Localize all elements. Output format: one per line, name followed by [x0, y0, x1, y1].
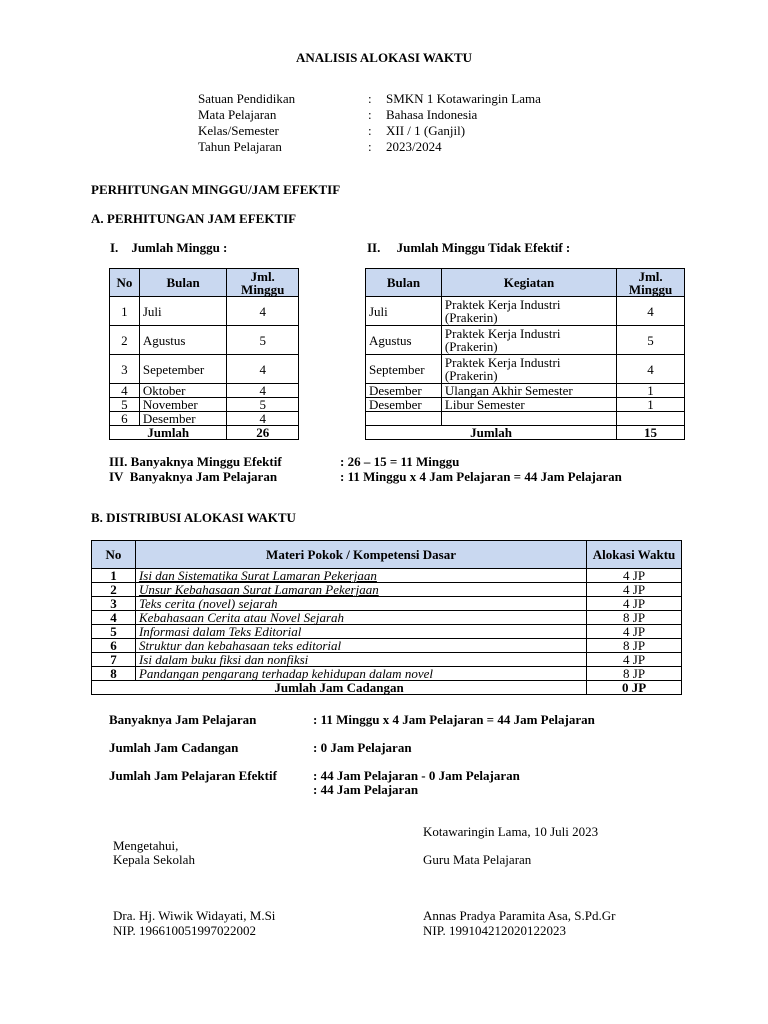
teacher-name: Annas Pradya Paramita Asa, S.Pd.Gr	[423, 908, 616, 923]
table-cell: 4	[227, 297, 299, 326]
table-cell: 4	[92, 611, 136, 625]
table-cell: September	[366, 355, 442, 384]
teacher-role: Guru Mata Pelajaran	[423, 852, 532, 867]
principal-nip: NIP. 196610051997022002	[113, 923, 257, 938]
summary-b-value-2: : 0 Jam Pelajaran	[313, 740, 412, 755]
table-cell: Informasi dalam Teks Editorial	[135, 625, 586, 639]
table-header-row	[110, 269, 299, 297]
table-cell: 1	[617, 384, 685, 398]
table-row	[110, 412, 299, 426]
identity-row	[198, 91, 541, 107]
section-heading-b: B. DISTRIBUSI ALOKASI WAKTU	[91, 510, 296, 525]
table-cell: 1	[92, 569, 136, 583]
table-row	[110, 384, 299, 398]
table-cell: Isi dalam buku fiksi dan nonfiksi	[135, 653, 586, 667]
table-row	[92, 625, 682, 639]
summary-b-value-1: : 11 Minggu x 4 Jam Pelajaran = 44 Jam Pelajaran	[313, 712, 595, 727]
table-cell: 8	[92, 667, 136, 681]
table-cell: :	[368, 123, 372, 138]
summary-b-label-1: Banyaknya Jam Pelajaran	[109, 712, 257, 727]
table-cell: 5	[617, 326, 685, 355]
subheading-jumlah-minggu: I. Jumlah Minggu :	[110, 240, 228, 255]
table-cell: November	[139, 398, 227, 412]
table-cell: Jumlah	[366, 426, 617, 440]
column-header: No	[110, 269, 140, 297]
table-cell: Unsur Kebahasaan Surat Lamaran Pekerjaan	[135, 583, 586, 597]
table-cell: Pandangan pengarang terhadap kehidupan dalam novel	[135, 667, 586, 681]
table-cell: 2023/2024	[386, 139, 442, 154]
table-row	[92, 667, 682, 681]
table-row	[110, 297, 299, 326]
column-header: Bulan	[139, 269, 227, 297]
table-cell: XII / 1 (Ganjil)	[386, 123, 466, 138]
table-cell: 2	[110, 326, 140, 355]
table-row	[92, 583, 682, 597]
table-row	[366, 326, 685, 355]
table-cell: 26	[227, 426, 299, 440]
table-cell: 4	[227, 355, 299, 384]
table-cell: Praktek Kerja Industri (Prakerin)	[441, 355, 616, 384]
subheading-minggu-tidak-efektif: II. Jumlah Minggu Tidak Efektif :	[367, 240, 571, 255]
table-cell: 4	[227, 412, 299, 426]
summary-b-value-3b: : 44 Jam Pelajaran	[313, 782, 419, 797]
table-cell: 6	[110, 412, 140, 426]
table-cell: Desember	[366, 398, 442, 412]
table-cell: 1	[617, 398, 685, 412]
column-header: Kegiatan	[441, 269, 616, 297]
table-cell: Tahun Pelajaran	[198, 139, 282, 154]
table-cell: 1	[110, 297, 140, 326]
table-cell: 15	[617, 426, 685, 440]
summary-b-label-3: Jumlah Jam Pelajaran Efektif	[109, 768, 277, 783]
column-header: Bulan	[366, 269, 442, 297]
table-cell: 5	[110, 398, 140, 412]
table-cell: 4 JP	[587, 653, 682, 667]
table-row	[366, 384, 685, 398]
summary-b-value-3: : 44 Jam Pelajaran - 0 Jam Pelajaran	[313, 768, 520, 783]
table-cell: Praktek Kerja Industri (Prakerin)	[441, 326, 616, 355]
table-cell: 0 JP	[587, 681, 682, 695]
identity-row	[198, 123, 541, 139]
identity-row	[198, 107, 541, 123]
table-cell: Jumlah	[110, 426, 227, 440]
page-title: ANALISIS ALOKASI WAKTU	[295, 50, 473, 65]
column-header: Jml. Minggu	[617, 269, 685, 297]
principal-role: Kepala Sekolah	[113, 852, 195, 867]
table-cell: Isi dan Sistematika Surat Lamaran Pekerjaan	[135, 569, 586, 583]
section-heading-main: PERHITUNGAN MINGGU/JAM EFEKTIF	[91, 182, 341, 197]
section-heading-a: A. PERHITUNGAN JAM EFEKTIF	[91, 211, 297, 226]
table-row	[110, 326, 299, 355]
table-cell: Sepetember	[139, 355, 227, 384]
table-cell: 4	[110, 384, 140, 398]
summary-jam-pelajaran-value: : 11 Minggu x 4 Jam Pelajaran = 44 Jam Pelajaran	[340, 469, 622, 484]
table-row	[366, 297, 685, 326]
column-header: Jml. Minggu	[227, 269, 299, 297]
table-cell: Desember	[139, 412, 227, 426]
table-cell: :	[368, 107, 372, 122]
table-minggu-tidak-efektif	[365, 268, 685, 440]
table-cell: Mata Pelajaran	[198, 107, 277, 122]
acknowledged-label: Mengetahui,	[113, 838, 179, 853]
table-jumlah-minggu	[109, 268, 299, 440]
table-cell: 7	[92, 653, 136, 667]
teacher-nip: NIP. 199104212020122023	[423, 923, 567, 938]
table-cell: Bahasa Indonesia	[386, 107, 478, 122]
table-cell: 3	[110, 355, 140, 384]
table-cell	[617, 412, 685, 426]
table-row	[366, 355, 685, 384]
identity-row	[198, 139, 541, 155]
place-date: Kotawaringin Lama, 10 Juli 2023	[423, 824, 599, 839]
table-cell: 3	[92, 597, 136, 611]
summary-b-label-2: Jumlah Jam Cadangan	[109, 740, 239, 755]
table-cell	[441, 412, 616, 426]
table-cell: 4	[227, 384, 299, 398]
table-row	[366, 398, 685, 412]
table-cell: 6	[92, 639, 136, 653]
table-cell: 4 JP	[587, 597, 682, 611]
table-cell: Kelas/Semester	[198, 123, 279, 138]
table-cell: 5	[227, 398, 299, 412]
table-row	[110, 398, 299, 412]
table-cell: 4 JP	[587, 569, 682, 583]
table-cell	[366, 412, 442, 426]
table-total-row	[92, 681, 682, 695]
table-cell: 8 JP	[587, 639, 682, 653]
table-row	[366, 412, 685, 426]
table-cell: Jumlah Jam Cadangan	[92, 681, 587, 695]
table-cell: :	[368, 91, 372, 106]
table-cell: Satuan Pendidikan	[198, 91, 296, 106]
table-cell: Ulangan Akhir Semester	[441, 384, 616, 398]
table-cell: Kebahasaan Cerita atau Novel Sejarah	[135, 611, 586, 625]
summary-minggu-efektif-value: : 26 – 15 = 11 Minggu	[340, 454, 460, 469]
identity-block	[198, 91, 541, 155]
table-total-row	[366, 426, 685, 440]
table-row	[92, 611, 682, 625]
table-cell: 8 JP	[587, 611, 682, 625]
column-header: Materi Pokok / Kompetensi Dasar	[135, 541, 586, 569]
table-cell: 4 JP	[587, 625, 682, 639]
table-header-row	[366, 269, 685, 297]
table-cell: 4 JP	[587, 583, 682, 597]
column-header: No	[92, 541, 136, 569]
table-cell: Agustus	[139, 326, 227, 355]
table-row	[92, 569, 682, 583]
table-cell: Agustus	[366, 326, 442, 355]
table-cell: Struktur dan kebahasaan teks editorial	[135, 639, 586, 653]
table-row	[92, 597, 682, 611]
table-cell: Juli	[139, 297, 227, 326]
principal-name: Dra. Hj. Wiwik Widayati, M.Si	[113, 908, 276, 923]
table-cell: Oktober	[139, 384, 227, 398]
table-cell: Praktek Kerja Industri (Prakerin)	[441, 297, 616, 326]
table-row	[92, 653, 682, 667]
table-cell: 4	[617, 297, 685, 326]
summary-jam-pelajaran-label: IV Banyaknya Jam Pelajaran	[109, 469, 278, 484]
table-cell: 5	[92, 625, 136, 639]
summary-minggu-efektif-label: III. Banyaknya Minggu Efektif	[109, 454, 282, 469]
table-row	[92, 639, 682, 653]
table-cell: Teks cerita (novel) sejarah	[135, 597, 586, 611]
table-header-row	[92, 541, 682, 569]
column-header: Alokasi Waktu	[587, 541, 682, 569]
table-distribusi-alokasi	[91, 540, 682, 695]
table-cell: Juli	[366, 297, 442, 326]
table-cell: :	[368, 139, 372, 154]
table-cell: SMKN 1 Kotawaringin Lama	[386, 91, 541, 106]
table-total-row	[110, 426, 299, 440]
table-cell: Libur Semester	[441, 398, 616, 412]
table-cell: 4	[617, 355, 685, 384]
table-row	[110, 355, 299, 384]
table-cell: 2	[92, 583, 136, 597]
table-cell: 5	[227, 326, 299, 355]
table-cell: 8 JP	[587, 667, 682, 681]
table-cell: Desember	[366, 384, 442, 398]
